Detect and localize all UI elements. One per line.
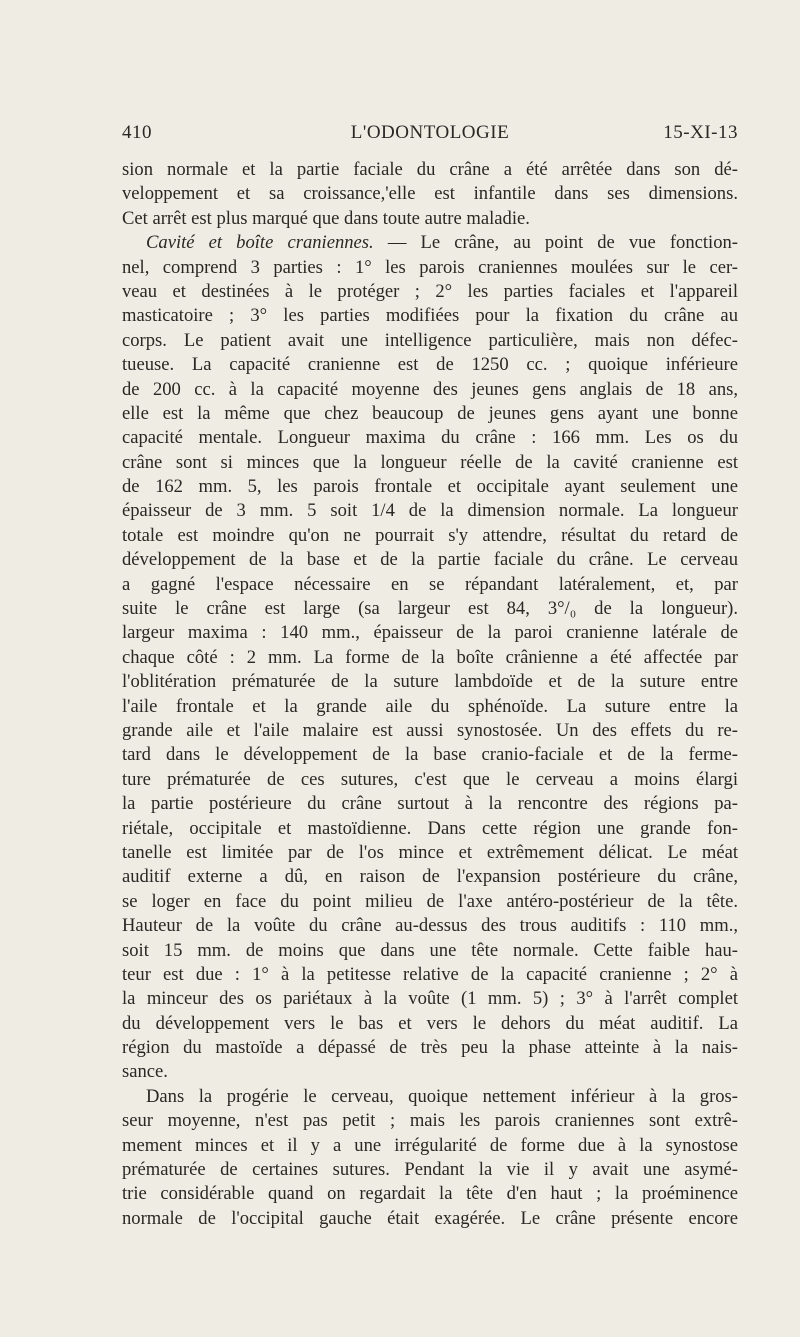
text-line: Cet arrêt est plus marqué que dans toute autre maladie. — [122, 207, 530, 229]
text-line: épaisseur de 3 mm. 5 soit 1/4 de la dimension normale. La longueur — [122, 500, 738, 522]
text-line: développement de la base et de la partie faciale du crâne. Le cerveau — [122, 549, 738, 571]
text-line: elle est la même que chez beaucoup de jeunes gens ayant une bonne — [122, 402, 738, 424]
text-line: Hauteur de la voûte du crâne au-dessus des trous auditifs : 110 mm., — [122, 915, 738, 937]
text-line: totale est moindre qu'on ne pourrait s'y attendre, résultat du retard de — [122, 524, 738, 546]
text-line: veau et destinées à le protéger ; 2° les parties faciales et l'appareil — [122, 280, 738, 302]
text-line: mement minces et il y a une irrégularité de forme due à la synostose — [122, 1134, 738, 1156]
text-line: tanelle est limitée par de l'os mince et extrêmement délicat. Le méat — [122, 841, 738, 863]
text-line: prématurée de certaines sutures. Pendant la vie il y avait une asymé- — [122, 1159, 738, 1181]
text-line: de 200 cc. à la capacité moyenne des jeunes gens anglais de 18 ans, — [122, 378, 738, 400]
text-line: tard dans le développement de la base cranio-faciale et de la ferme- — [122, 744, 738, 766]
text-line: l'aile frontale et la grande aile du sphénoïde. La suture entre la — [122, 695, 738, 717]
text-line: Dans la progérie le cerveau, quoique nettement inférieur à la gros- — [146, 1085, 738, 1107]
issue-date: 15-XI-13 — [663, 122, 738, 143]
body-text — [122, 158, 738, 1231]
text-line: largeur maxima : 140 mm., épaisseur de la paroi cranienne latérale de — [122, 622, 738, 644]
text-line: chaque côté : 2 mm. La forme de la boîte crânienne a été affectée par — [122, 646, 738, 668]
text-line: la minceur des os pariétaux à la voûte (1 mm. 5) ; 3° à l'arrêt complet — [122, 988, 738, 1010]
text-line: capacité mentale. Longueur maxima du crâne : 166 mm. Les os du — [122, 427, 738, 449]
text-line: riétale, occipitale et mastoïdienne. Dans cette région une grande fon- — [122, 817, 738, 839]
text-line: la partie postérieure du crâne surtout à la rencontre des régions pa- — [122, 793, 738, 815]
running-header — [122, 122, 738, 152]
text-line: grande aile et l'aile malaire est aussi synostosée. Un des effets du re- — [122, 719, 738, 741]
text-line: masticatoire ; 3° les parties modifiées pour la fixation du crâne au — [122, 305, 738, 327]
text-line: trie considérable quand on regardait la tête d'en haut ; la proéminence — [122, 1183, 738, 1205]
text-line: a gagné l'espace nécessaire en se répandant latéralement, et, par — [122, 573, 738, 595]
text-line: région du mastoïde a dépassé de très peu la phase atteinte à la nais- — [122, 1037, 738, 1059]
text-line: teur est due : 1° à la petitesse relative de la capacité cranienne ; 2° à — [122, 963, 738, 985]
text-line: suite le crâne est large (sa largeur est 84, 3°/₀ de la longueur). — [122, 598, 738, 620]
text-line: nel, comprend 3 parties : 1° les parois craniennes moulées sur le cer- — [122, 256, 738, 278]
text-line: sion normale et la partie faciale du crâne a été arrêtée dans son dé- — [122, 159, 738, 180]
text-line: l'oblitération prématurée de la suture lambdoïde et de la suture entre — [122, 671, 738, 693]
text-line: du développement vers le bas et vers le dehors du méat auditif. La — [122, 1012, 738, 1034]
running-title: L'ODONTOLOGIE — [350, 122, 510, 143]
text-run: — Le crâne, au point de vue fonction- — [387, 232, 738, 254]
text-line: veloppement et sa croissance,'elle est infantile dans ses dimensions. — [122, 183, 738, 205]
text-line: sance. — [122, 1061, 168, 1083]
text-line: corps. Le patient avait une intelligence particulière, mais non défec- — [122, 329, 738, 351]
text-line: auditif externe a dû, en raison de l'expansion postérieure du crâne, — [122, 866, 738, 888]
text-line: de 162 mm. 5, les parois frontale et occipitale ayant seulement une — [122, 476, 738, 498]
text-line — [122, 231, 738, 255]
text-line: crâne sont si minces que la longueur réelle de la cavité cranienne est — [122, 451, 738, 473]
text-line: se loger en face du point milieu de l'axe antéro-postérieur de la tête. — [122, 890, 738, 912]
text-line: seur moyenne, n'est pas petit ; mais les parois craniennes sont extrê- — [122, 1110, 738, 1132]
page-number: 410 — [122, 122, 152, 143]
text-line: ture prématurée de ces sutures, c'est que le cerveau a moins élargi — [122, 768, 738, 790]
section-heading: Cavité et boîte craniennes. — [146, 232, 374, 254]
text-line: normale de l'occipital gauche était exagérée. Le crâne présente encore — [122, 1207, 738, 1229]
text-line: soit 15 mm. de moins que dans une tête normale. Cette faible hau- — [122, 939, 738, 961]
text-line: tueuse. La capacité cranienne est de 1250 cc. ; quoique inférieure — [122, 354, 738, 376]
